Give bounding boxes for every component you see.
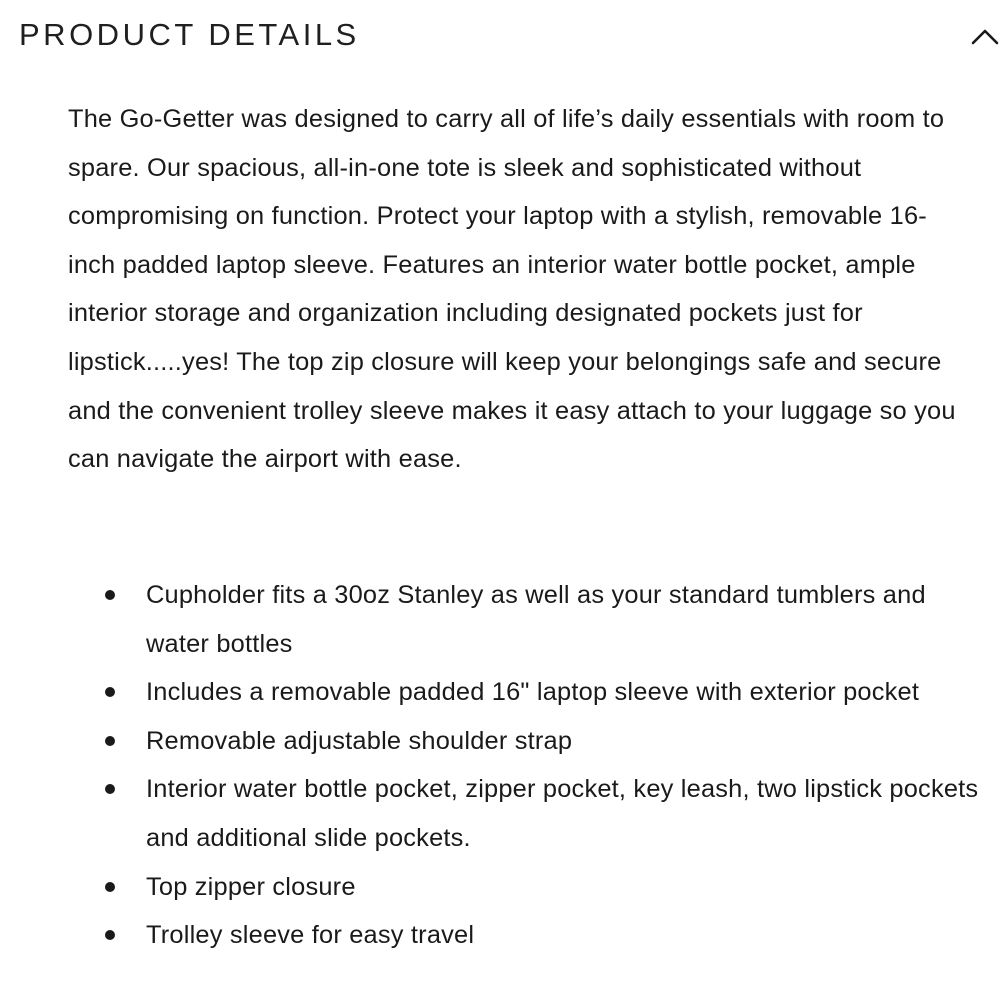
feature-text: Top zipper closure [146,872,356,901]
bullet-icon [105,736,115,746]
list-item [146,668,986,717]
section-title: PRODUCT DETAILS [19,17,360,52]
bullet-icon [105,882,115,892]
feature-text: Cupholder fits a 30oz Stanley as well as your standard tumblers and water bottles [146,581,926,658]
list-item [146,717,986,766]
list-item [146,571,986,668]
bullet-icon [105,784,115,794]
feature-text: Interior water bottle pocket, zipper pocket, key leash, two lipstick pockets and additional slide pockets. [146,775,979,852]
product-details-accordion-header[interactable] [0,0,1000,70]
bullet-icon [105,930,115,940]
feature-text: Removable adjustable shoulder strap [146,726,573,755]
product-description: The Go-Getter was designed to carry all of life’s daily essentials with room to spare. Our spacious, all-in-one tote is sleek and sophisticated without compromising on function. Protect your laptop with a stylish, removable 16-inch padded laptop sleeve. Features an interior water bottle pocket, ample interior storage and organization including designated pockets just for lipstick.....yes! The top zip closure will keep your belongings safe and secure and the convenient trolley sleeve makes it easy attach to your luggage so you can navigate the airport with ease. [68,105,956,474]
feature-list [146,571,986,960]
bullet-icon [105,687,115,697]
feature-text: Trolley sleeve for easy travel [146,921,475,950]
list-item [146,765,986,862]
chevron-up-icon[interactable] [964,18,1000,54]
list-item [146,863,986,912]
list-item [146,911,986,960]
feature-text: Includes a removable padded 16" laptop sleeve with exterior pocket [146,678,920,707]
bullet-icon [105,590,115,600]
